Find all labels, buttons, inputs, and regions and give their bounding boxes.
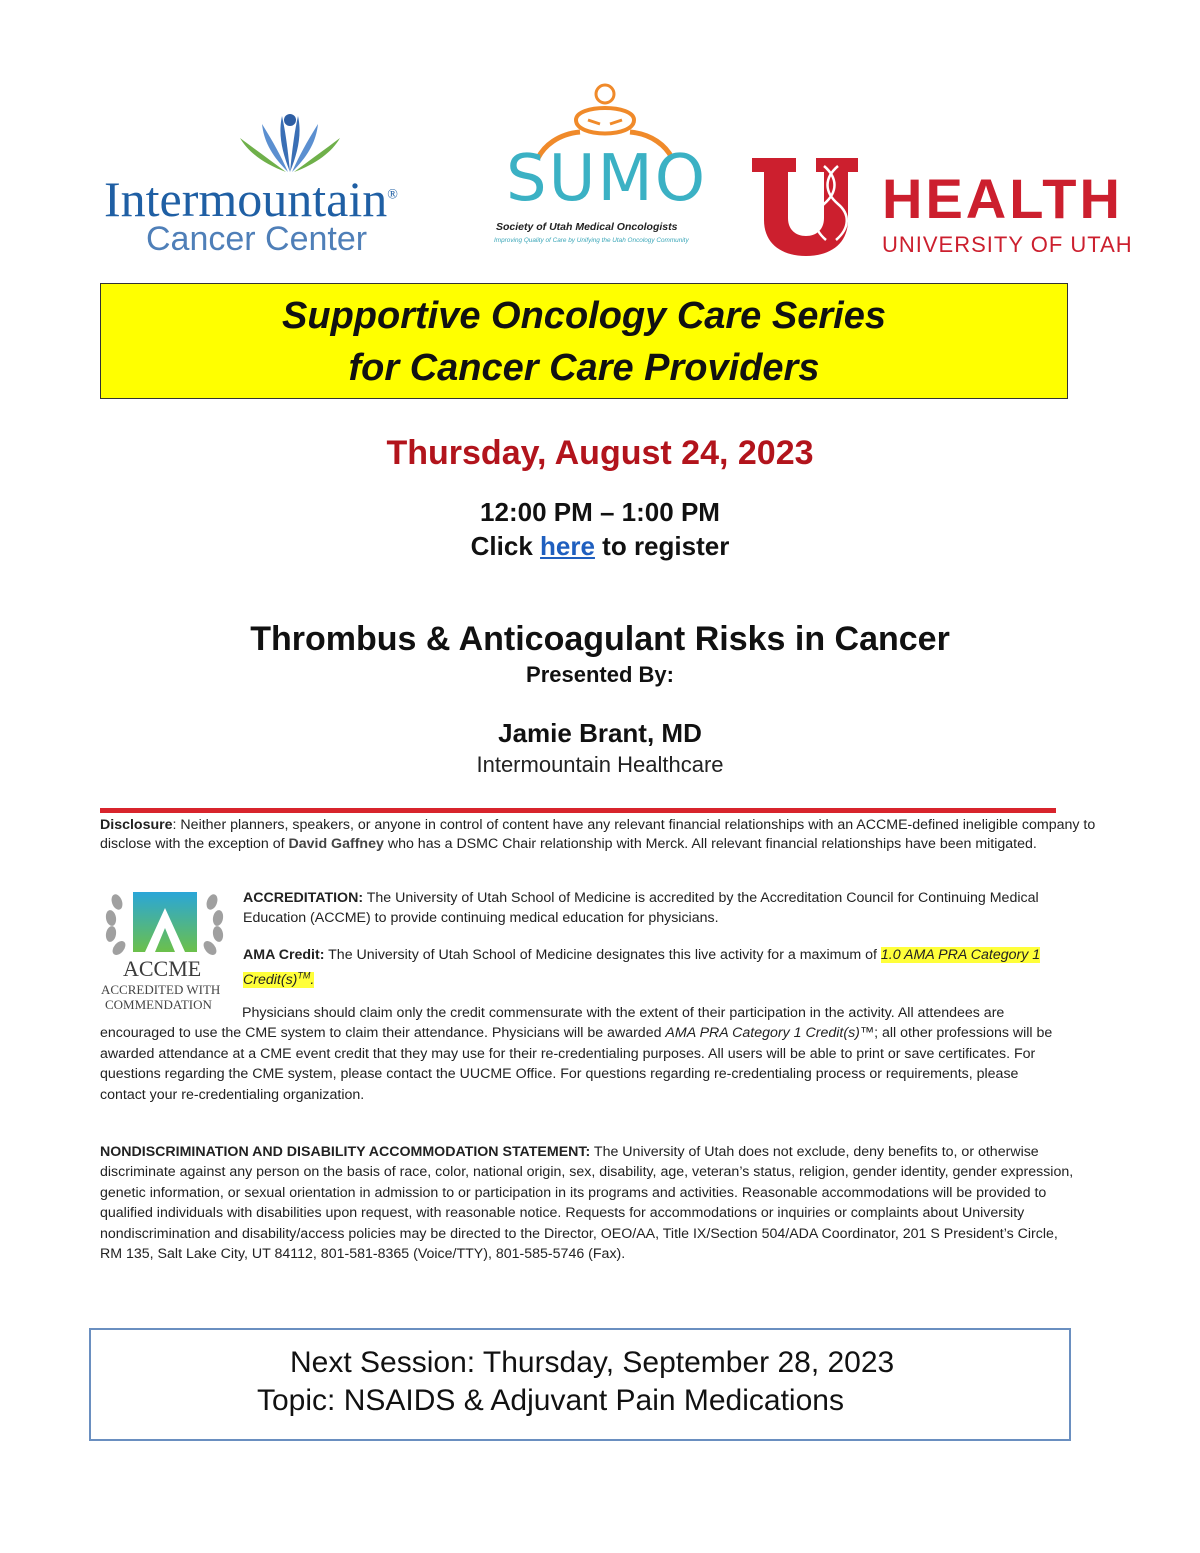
university-of-utah-wordmark: UNIVERSITY OF UTAH bbox=[882, 232, 1133, 257]
university-of-utah-health-logo bbox=[752, 158, 1133, 258]
ama-credit-text: The University of Utah School of Medicine designates this live activity for a maximum of bbox=[324, 947, 881, 963]
speaker-affiliation: Intermountain Healthcare bbox=[476, 752, 724, 777]
nondiscrimination-paragraph bbox=[100, 1142, 1080, 1264]
banner-line-1: Supportive Oncology Care Series bbox=[282, 295, 886, 337]
claim-text-2: ™; all other professions will be awarded attendance at a CME event credit that they may use for their re-credentialing purposes. All users will be able to print or save certificates. For questions regarding the CME system, please contact the UUCME Office. For questions regarding re-credentialing process or requirements, please contact your re-credentialing organization. bbox=[100, 1025, 1053, 1103]
intermountain-logo bbox=[100, 108, 470, 268]
ama-credit-paragraph bbox=[243, 945, 1063, 991]
accme-sub-1: ACCREDITED WITH bbox=[101, 982, 221, 997]
accme-badge bbox=[97, 888, 232, 1013]
nondiscrimination-label: NONDISCRIMINATION AND DISABILITY ACCOMMODATION STATEMENT: bbox=[100, 1144, 591, 1160]
sumo-wordmark: SUMO bbox=[506, 142, 708, 216]
next-session-box bbox=[89, 1328, 1071, 1441]
accreditation-text: The University of Utah School of Medicine is accredited by the Accreditation Council for Continuing Medical Education (ACCME) to provide continuing medical education for physicians. bbox=[243, 890, 1039, 927]
disclosure-paragraph bbox=[100, 816, 1096, 853]
divider bbox=[100, 808, 1056, 813]
presented-by-label: Presented By: bbox=[526, 662, 674, 687]
intermountain-wordmark: Intermountain® bbox=[104, 171, 398, 227]
intermountain-leaf-icon bbox=[100, 108, 470, 178]
intermountain-subtitle: Cancer Center bbox=[146, 220, 368, 258]
register-link[interactable]: here bbox=[540, 531, 595, 561]
ama-credit-label: AMA Credit: bbox=[243, 947, 325, 963]
claim-italic: AMA PRA Category 1 Credit(s) bbox=[665, 1025, 860, 1042]
event-time: 12:00 PM – 1:00 PM bbox=[480, 497, 720, 527]
disclosure-text-1: : Neither planners, speakers, or anyone in control of content have any relevant financial relationships with an ACCME-defined ineligible company to disclose with the exception of bbox=[100, 817, 1096, 852]
disclosure-label: Disclosure bbox=[100, 817, 173, 833]
accreditation-paragraph bbox=[243, 888, 1063, 929]
next-session-date: Next Session: Thursday, September 28, 2023 bbox=[290, 1346, 895, 1379]
accme-laurel-icon bbox=[97, 888, 232, 958]
sumo-tagline: Society of Utah Medical Oncologists bbox=[496, 221, 678, 233]
event-date: Thursday, August 24, 2023 bbox=[386, 434, 814, 472]
speaker-name: Jamie Brant, MD bbox=[498, 718, 702, 748]
block-u-icon bbox=[752, 158, 862, 258]
series-banner bbox=[100, 283, 1068, 399]
credit-claim-paragraph bbox=[100, 1003, 1060, 1105]
disclosure-person: David Gaffney bbox=[288, 835, 384, 852]
accreditation-label: ACCREDITATION: bbox=[243, 890, 364, 906]
ama-credit-highlight: 1.0 AMA PRA Category 1 Credit(s)™. bbox=[243, 947, 1041, 989]
banner-line-2: for Cancer Care Providers bbox=[348, 347, 820, 389]
claim-text-1: Physicians should claim only the credit commensurate with the extent of their participation in the activity. All attendees are encouraged to use the CME system to claim their attendance. Physicians will be awarded bbox=[100, 1005, 1005, 1042]
sumo-subtagline: Improving Quality of Care by Unifying the Utah Oncology Community bbox=[494, 237, 689, 244]
talk-title: Thrombus & Anticoagulant Risks in Cancer bbox=[250, 620, 950, 658]
sumo-logo bbox=[488, 80, 726, 260]
next-session-topic: Topic: NSAIDS & Adjuvant Pain Medications bbox=[257, 1384, 844, 1417]
disclosure-text-2: who has a DSMC Chair relationship with Merck. All relevant financial relationships have been mitigated. bbox=[383, 835, 1037, 852]
register-suffix: to register bbox=[594, 531, 730, 561]
accme-sub-2: COMMENDATION bbox=[105, 997, 212, 1012]
register-prefix: Click bbox=[470, 531, 541, 561]
health-wordmark: HEALTH bbox=[882, 167, 1123, 230]
nondiscrimination-text: The University of Utah does not exclude, deny benefits to, or otherwise discriminate against any person on the basis of race, color, national origin, sex, disability, age, veteran’s status, religion, gender identity, gender expression, genetic information, or sexual orientation in admission to or participation in its programs and activities. Reasonable accommodations will be provided to qualified individuals with disabilities upon request, with reasonable notice. Requests for accommodations or inquiries or complaints about University nondiscrimination and disability/access policies may be directed to the Director, OEO/AA, Title IX/Section 504/ADA Coordinator, 201 S President’s Circle, RM 135, Salt Lake City, UT 84112, 801-581-8365 (Voice/TTY), 801-585-5746 (Fax). bbox=[100, 1144, 1074, 1263]
register-line bbox=[0, 531, 1200, 562]
accme-wordmark: ACCME bbox=[123, 956, 202, 981]
